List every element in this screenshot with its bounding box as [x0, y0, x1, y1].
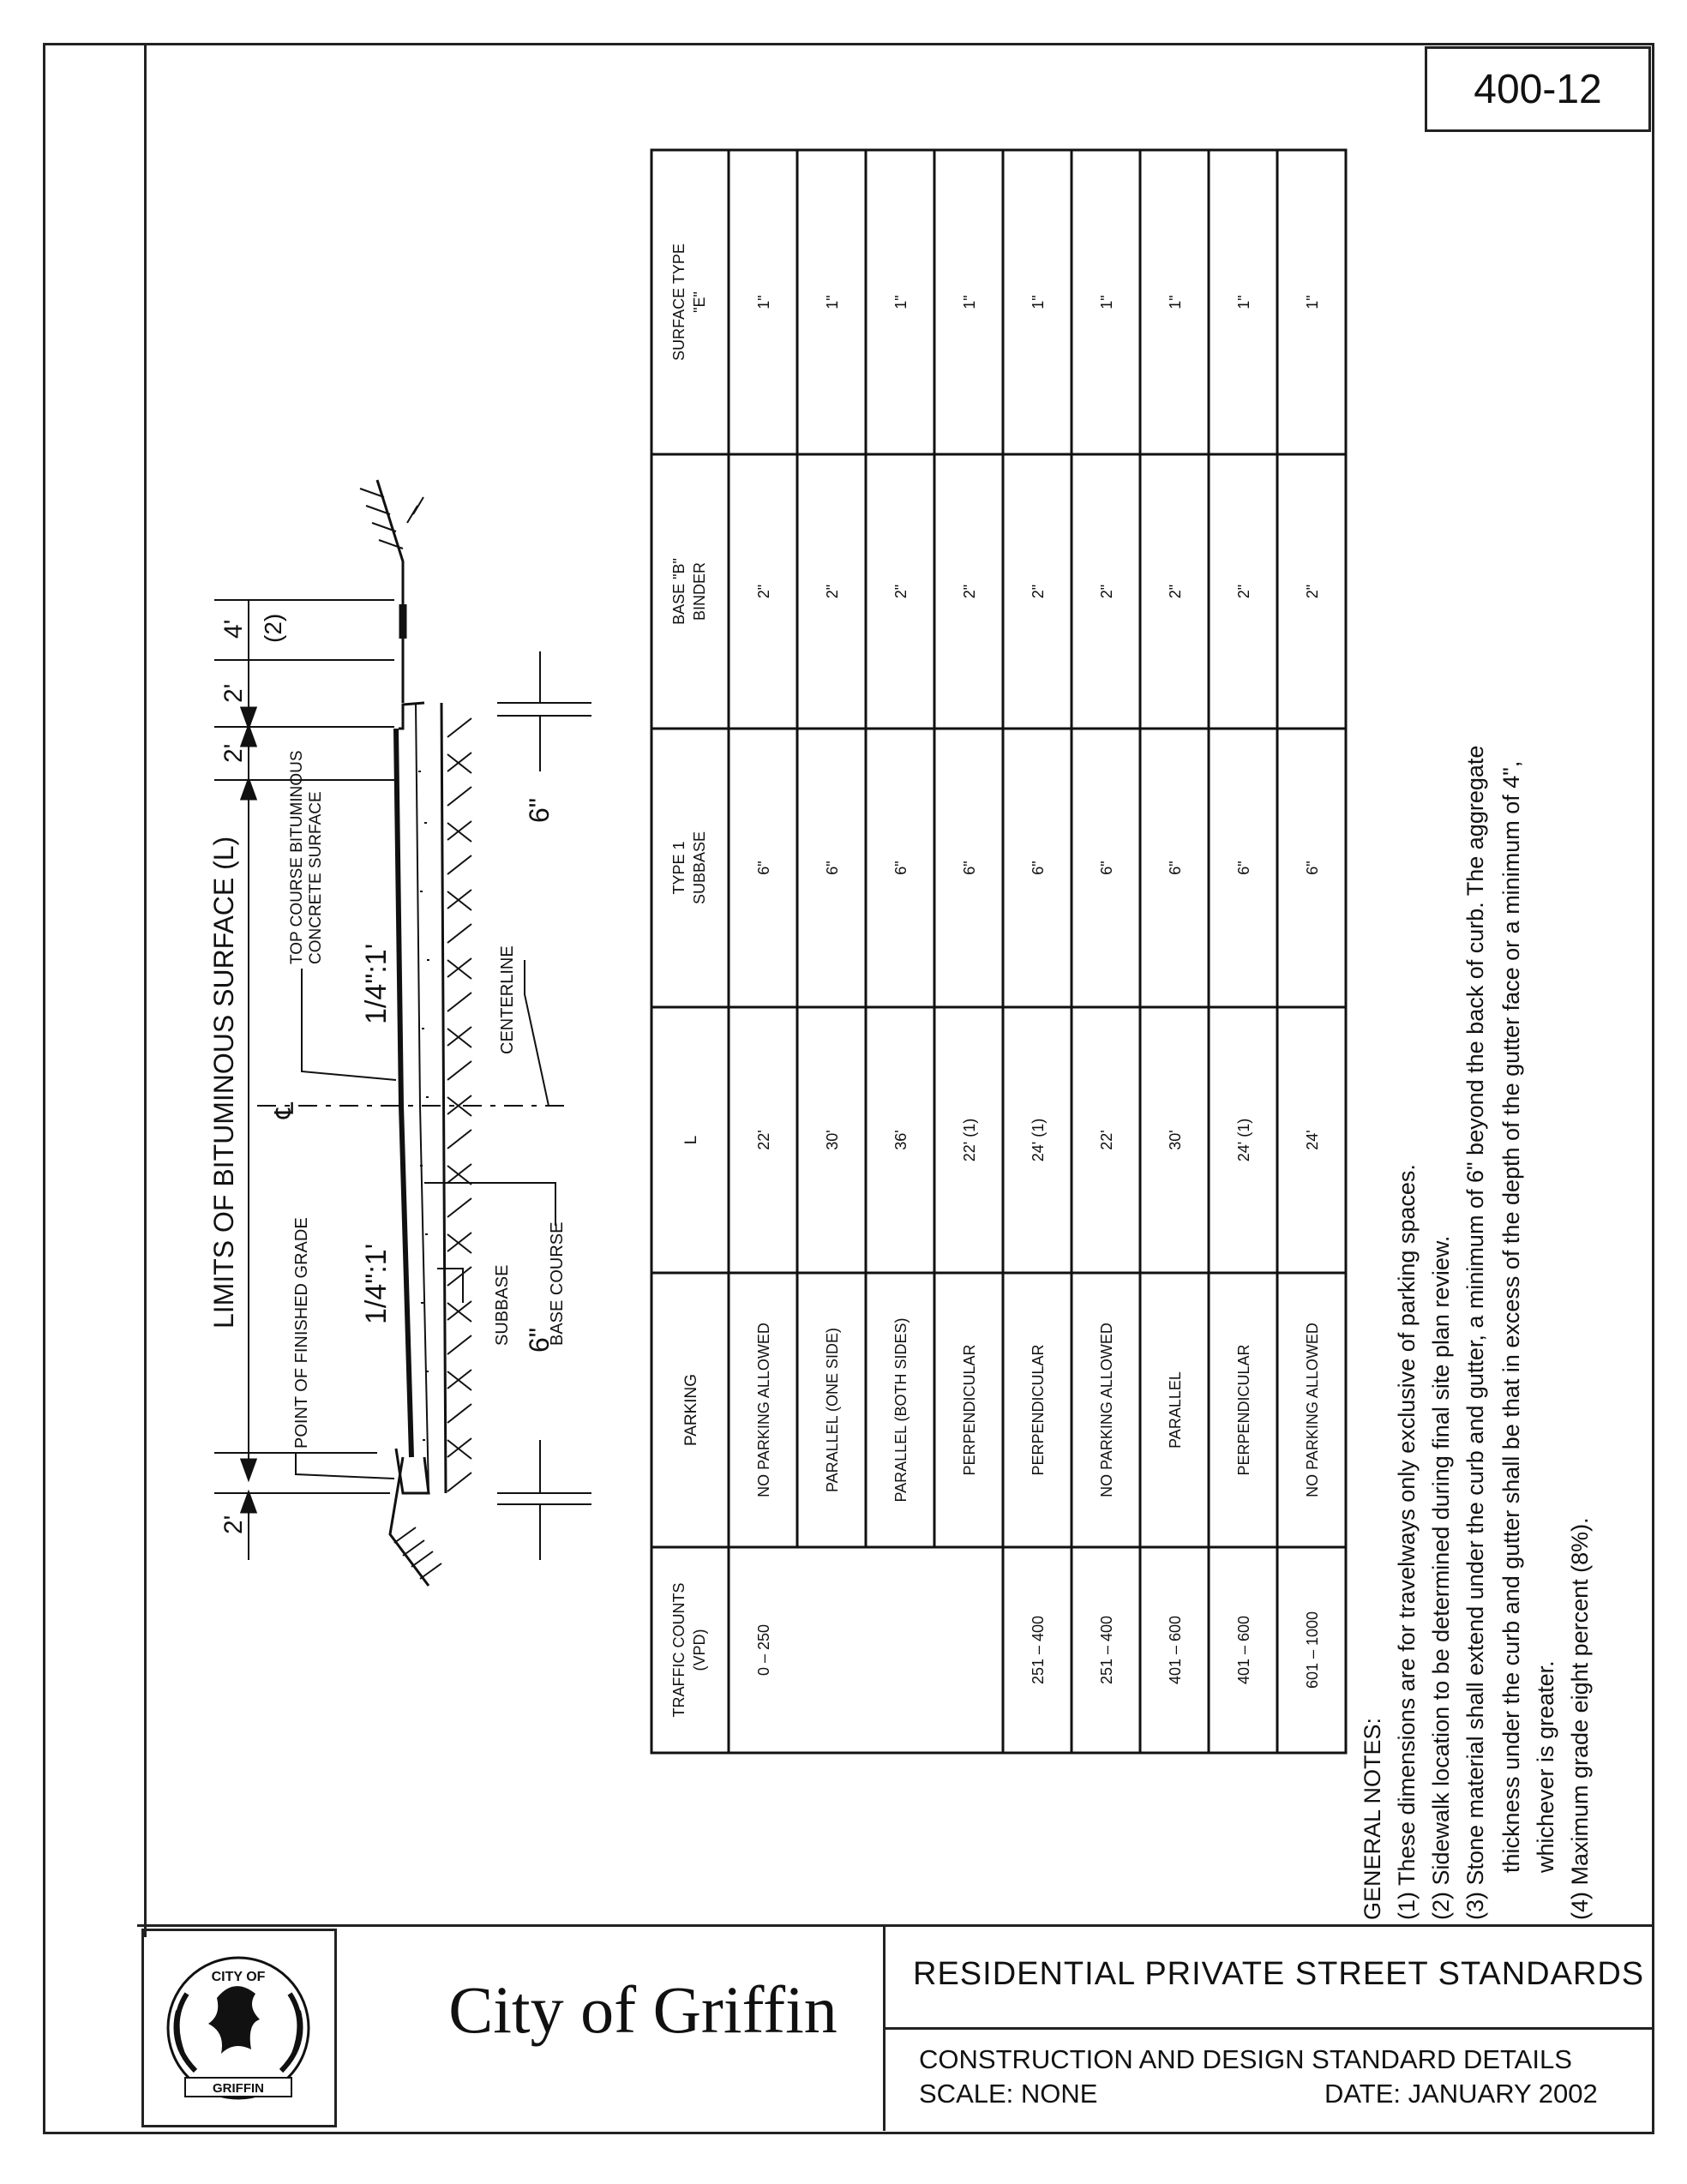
pavement-table [651, 150, 1346, 1753]
table-cell: 2" [892, 584, 910, 599]
table-cell: 2" [1030, 584, 1047, 599]
table-cell: 24' (1) [1030, 1118, 1047, 1162]
logo-frame [141, 1929, 337, 2127]
table-header-line: BASE "B" [670, 558, 687, 625]
note-line-3: (3) Stone material shall extend under the curb and gutter, a minimum of 6" beyond the back of curb. The aggregate [1462, 745, 1488, 1920]
dim-arrow-left [242, 1460, 255, 1479]
table-cell: 0 – 250 [755, 1623, 772, 1677]
table-header: L [682, 1135, 700, 1145]
table-cell: 22' [755, 1130, 772, 1150]
table-cell: PERPENDICULAR [961, 1344, 978, 1476]
table-cell: 24' (1) [1235, 1118, 1252, 1162]
note-line-5: whichever is greater. [1533, 1660, 1558, 1873]
dim-arrow-mid [242, 780, 255, 799]
table-cell: 6" [1167, 861, 1184, 875]
leader-centerline [525, 960, 549, 1106]
table-cell: NO PARKING ALLOWED [1098, 1323, 1115, 1497]
table-cell: 1" [961, 295, 978, 309]
table-cell: 1" [755, 295, 772, 309]
table-cell: 401 – 600 [1235, 1615, 1252, 1685]
left-embankment [390, 1457, 429, 1586]
dim-2-left-label: 2' [219, 1515, 248, 1534]
logo-text-top: CITY OF [211, 1970, 266, 1984]
dim-2-a-label: 2' [219, 743, 248, 763]
leader-subbase [437, 1269, 463, 1303]
table-cell: 6" [892, 861, 910, 875]
table-cell: 24' [1304, 1130, 1321, 1150]
table-cell: 22' [1098, 1130, 1115, 1150]
table-cell: 1" [824, 295, 841, 309]
table-header-line: TYPE 1 [670, 841, 687, 895]
table-cell: NO PARKING ALLOWED [755, 1323, 772, 1497]
dim-6-right-label: 6" [524, 797, 555, 823]
note-line-2: (2) Sidewalk location to be determined during final site plan review. [1428, 1235, 1454, 1920]
pavement-top-course [396, 729, 411, 1457]
table-cell: 22' (1) [961, 1118, 978, 1162]
table-cell: PARALLEL [1167, 1371, 1184, 1449]
table-cell: 6" [824, 861, 841, 875]
table-cell: NO PARKING ALLOWED [1304, 1323, 1321, 1497]
pavement-table-text [670, 243, 1321, 1717]
centerline-label: CENTERLINE [498, 945, 517, 1054]
table-cell: PARALLEL (BOTH SIDES) [892, 1317, 910, 1503]
section-labels [208, 614, 567, 1534]
slope-right-label: 1/4":1' [360, 943, 393, 1024]
table-header-line: TRAFFIC COUNTS [670, 1582, 687, 1718]
table-header-line: "E" [691, 291, 708, 313]
dim-arrow-2-left [242, 1493, 255, 1512]
drawing-date: DATE: JANUARY 2002 [1324, 2079, 1598, 2109]
table-cell: PARALLEL (ONE SIDE) [824, 1327, 841, 1493]
general-notes [1360, 746, 1593, 1920]
dim-6-right-a [497, 703, 591, 716]
table-cell: 6" [961, 861, 978, 875]
dim-2-b-label: 2' [219, 683, 248, 703]
subbase-bottom [441, 703, 446, 1493]
logo-text-bottom: GRIFFIN [213, 2081, 264, 2096]
table-cell: 2" [755, 584, 772, 599]
table-cell: 251 – 400 [1098, 1615, 1115, 1685]
top-course-label-1: TOP COURSE BITUMINOUS [288, 750, 306, 964]
table-cell: 2" [1098, 584, 1115, 599]
table-cell: 401 – 600 [1167, 1615, 1184, 1685]
note-ref-2-label: (2) [260, 613, 286, 643]
table-cell: 2" [1167, 584, 1184, 599]
slope-left-label: 1/4":1' [360, 1243, 393, 1324]
drawing-title: RESIDENTIAL PRIVATE STREET STANDARDS [913, 1956, 1645, 1992]
table-header-line: BINDER [691, 561, 708, 621]
point-finished-grade-label: POINT OF FINISHED GRADE [292, 1217, 311, 1449]
subbase-label: SUBBASE [493, 1264, 512, 1346]
table-border [651, 150, 1346, 1753]
table-cell: PERPENDICULAR [1030, 1344, 1047, 1476]
city-name: City of Griffin [448, 1972, 837, 2047]
dim-6-left-label: 6" [524, 1327, 555, 1353]
note-line-1: (1) These dimensions are for travelways only exclusive of parking spaces. [1394, 1164, 1420, 1920]
table-cell: 2" [824, 584, 841, 599]
table-header-line: SUBBASE [691, 831, 708, 905]
table-cell: 1" [1304, 295, 1321, 309]
leader-finished-grade [296, 1453, 394, 1479]
dim-4-label: 4' [219, 619, 248, 639]
table-cell: 6" [1304, 861, 1321, 875]
limits-label: LIMITS OF BITUMINOUS SURFACE (L) [208, 836, 239, 1329]
table-header: PARKING [682, 1373, 700, 1447]
table-cell: 30' [824, 1130, 841, 1150]
table-cell: 2" [1304, 584, 1321, 599]
title-block-divider-horizontal [883, 2027, 1654, 2030]
table-header-line: SURFACE TYPE [670, 243, 687, 361]
table-cell: 30' [1167, 1130, 1184, 1150]
dim-6-left-a [497, 1493, 591, 1504]
table-cell: 1" [1235, 295, 1252, 309]
note-line-4: thickness under the curb and gutter shall be that in excess of the depth of the gutter face or a minimum of 4", [1498, 760, 1524, 1873]
table-cell: 36' [892, 1130, 910, 1150]
table-cell: 2" [961, 584, 978, 599]
sheet-number: 400-12 [1425, 46, 1651, 132]
table-cell: 1" [1030, 295, 1047, 309]
base-course-label: BASE COURSE [548, 1221, 567, 1346]
dim-arrow-r2 [242, 727, 255, 746]
top-course-label-2: CONCRETE SURFACE [307, 791, 325, 964]
table-cell: 6" [1235, 861, 1252, 875]
notes-heading: GENERAL NOTES: [1360, 1717, 1385, 1920]
title-block-top-rule [137, 1924, 1654, 1927]
table-header-line: (VPD) [691, 1629, 708, 1671]
note-line-6: (4) Maximum grade eight percent (8%). [1567, 1517, 1593, 1920]
table-cell: 601 – 1000 [1304, 1611, 1321, 1689]
table-cell: 1" [892, 295, 910, 309]
table-cell: PERPENDICULAR [1235, 1344, 1252, 1476]
table-cell: 251 – 400 [1030, 1615, 1047, 1685]
right-curb [399, 703, 424, 729]
table-cell: 6" [755, 861, 772, 875]
table-cell: 1" [1167, 295, 1184, 309]
table-cell: 6" [1030, 861, 1047, 875]
table-cell: 1" [1098, 295, 1115, 309]
table-cell: 6" [1098, 861, 1115, 875]
road-cross-section [214, 480, 591, 1586]
right-embankment-hatch [360, 489, 423, 549]
table-cell: 2" [1235, 584, 1252, 599]
drawing-scale: SCALE: NONE [919, 2079, 1098, 2109]
drawing-subtitle: CONSTRUCTION AND DESIGN STANDARD DETAILS [919, 2044, 1572, 2074]
centerline-symbol: ℄ [271, 1101, 299, 1119]
